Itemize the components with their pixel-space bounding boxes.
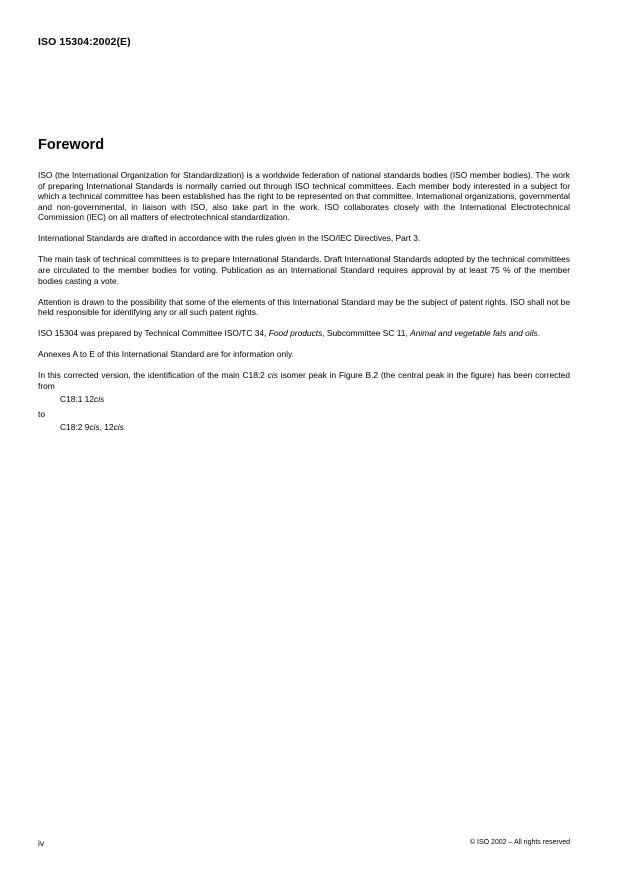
prepared-by-lead: ISO 15304 was prepared by Technical Committee ISO/TC 34, <box>38 328 269 339</box>
correction-to-word: to <box>38 408 45 419</box>
foreword-body <box>38 170 570 433</box>
paragraph-iso-intro: ISO (the International Organization for Standardization) is a worldwide federation of national standards bodies (ISO member bodies). The work of preparing International Standards is normally carried out through ISO technical committees. Each member body interested in a subject for which a technical committee has been established has the right to be represented on that committee. International organizations, governmental and non-governmental, in liaison with ISO, also take part in the work. ISO collaborates closely with the International Electrotechnical Commission (IEC) on all matters of electrotechnical standardization. <box>38 170 570 223</box>
food-products-italic: Food products <box>268 328 323 339</box>
correction-end: isomer peak in Figure B.2 (the central peak in the figure) has been corrected from <box>38 370 570 391</box>
from-prefix: C18:1 12 <box>60 394 94 405</box>
correction-lead: In this corrected version, the identification of the main C18:2 <box>38 370 268 381</box>
paragraph-correction <box>38 370 570 391</box>
section-title: Foreword <box>38 137 105 153</box>
to-prefix: C18:2 9 <box>60 422 90 433</box>
animal-fats-italic: Animal and vegetable fats and oils <box>410 328 538 339</box>
paragraph-annexes: Annexes A to E of this International Standard are for information only. <box>38 349 294 360</box>
cis-italic: cis <box>267 370 278 381</box>
copyright-notice: © ISO 2002 – All rights reserved <box>469 839 570 846</box>
paragraph-patent-rights: Attention is drawn to the possibility that some of the elements of this International Standard may be the subject of patent rights. ISO shall not be held responsible for identifying any or all such patent rights. <box>38 296 570 318</box>
from-cis: cis <box>94 394 105 405</box>
document-id: ISO 15304:2002(E) <box>38 36 131 48</box>
to-cis-first: cis <box>89 422 100 433</box>
correction-from-formula <box>60 394 570 405</box>
paragraph-directives: International Standards are drafted in accordance with the rules given in the ISO/IEC Directives, Part 3. <box>38 233 421 244</box>
to-middle: , 12 <box>99 422 114 433</box>
prepared-by-middle: , Subcommittee SC 11, <box>322 328 411 339</box>
to-cis-second: cis <box>113 422 124 433</box>
paragraph-prepared-by <box>38 328 570 339</box>
prepared-by-end: . <box>537 328 541 339</box>
paragraph-main-task: The main task of technical committees is to prepare International Standards. Draft International Standards adopted by the technical committees are circulated to the member bodies for voting. Publication as an International Standard requires approval by at least 75 % of the member bodies casting a vote. <box>38 254 570 286</box>
page-number: iv <box>38 838 45 848</box>
correction-to-formula <box>60 422 570 433</box>
